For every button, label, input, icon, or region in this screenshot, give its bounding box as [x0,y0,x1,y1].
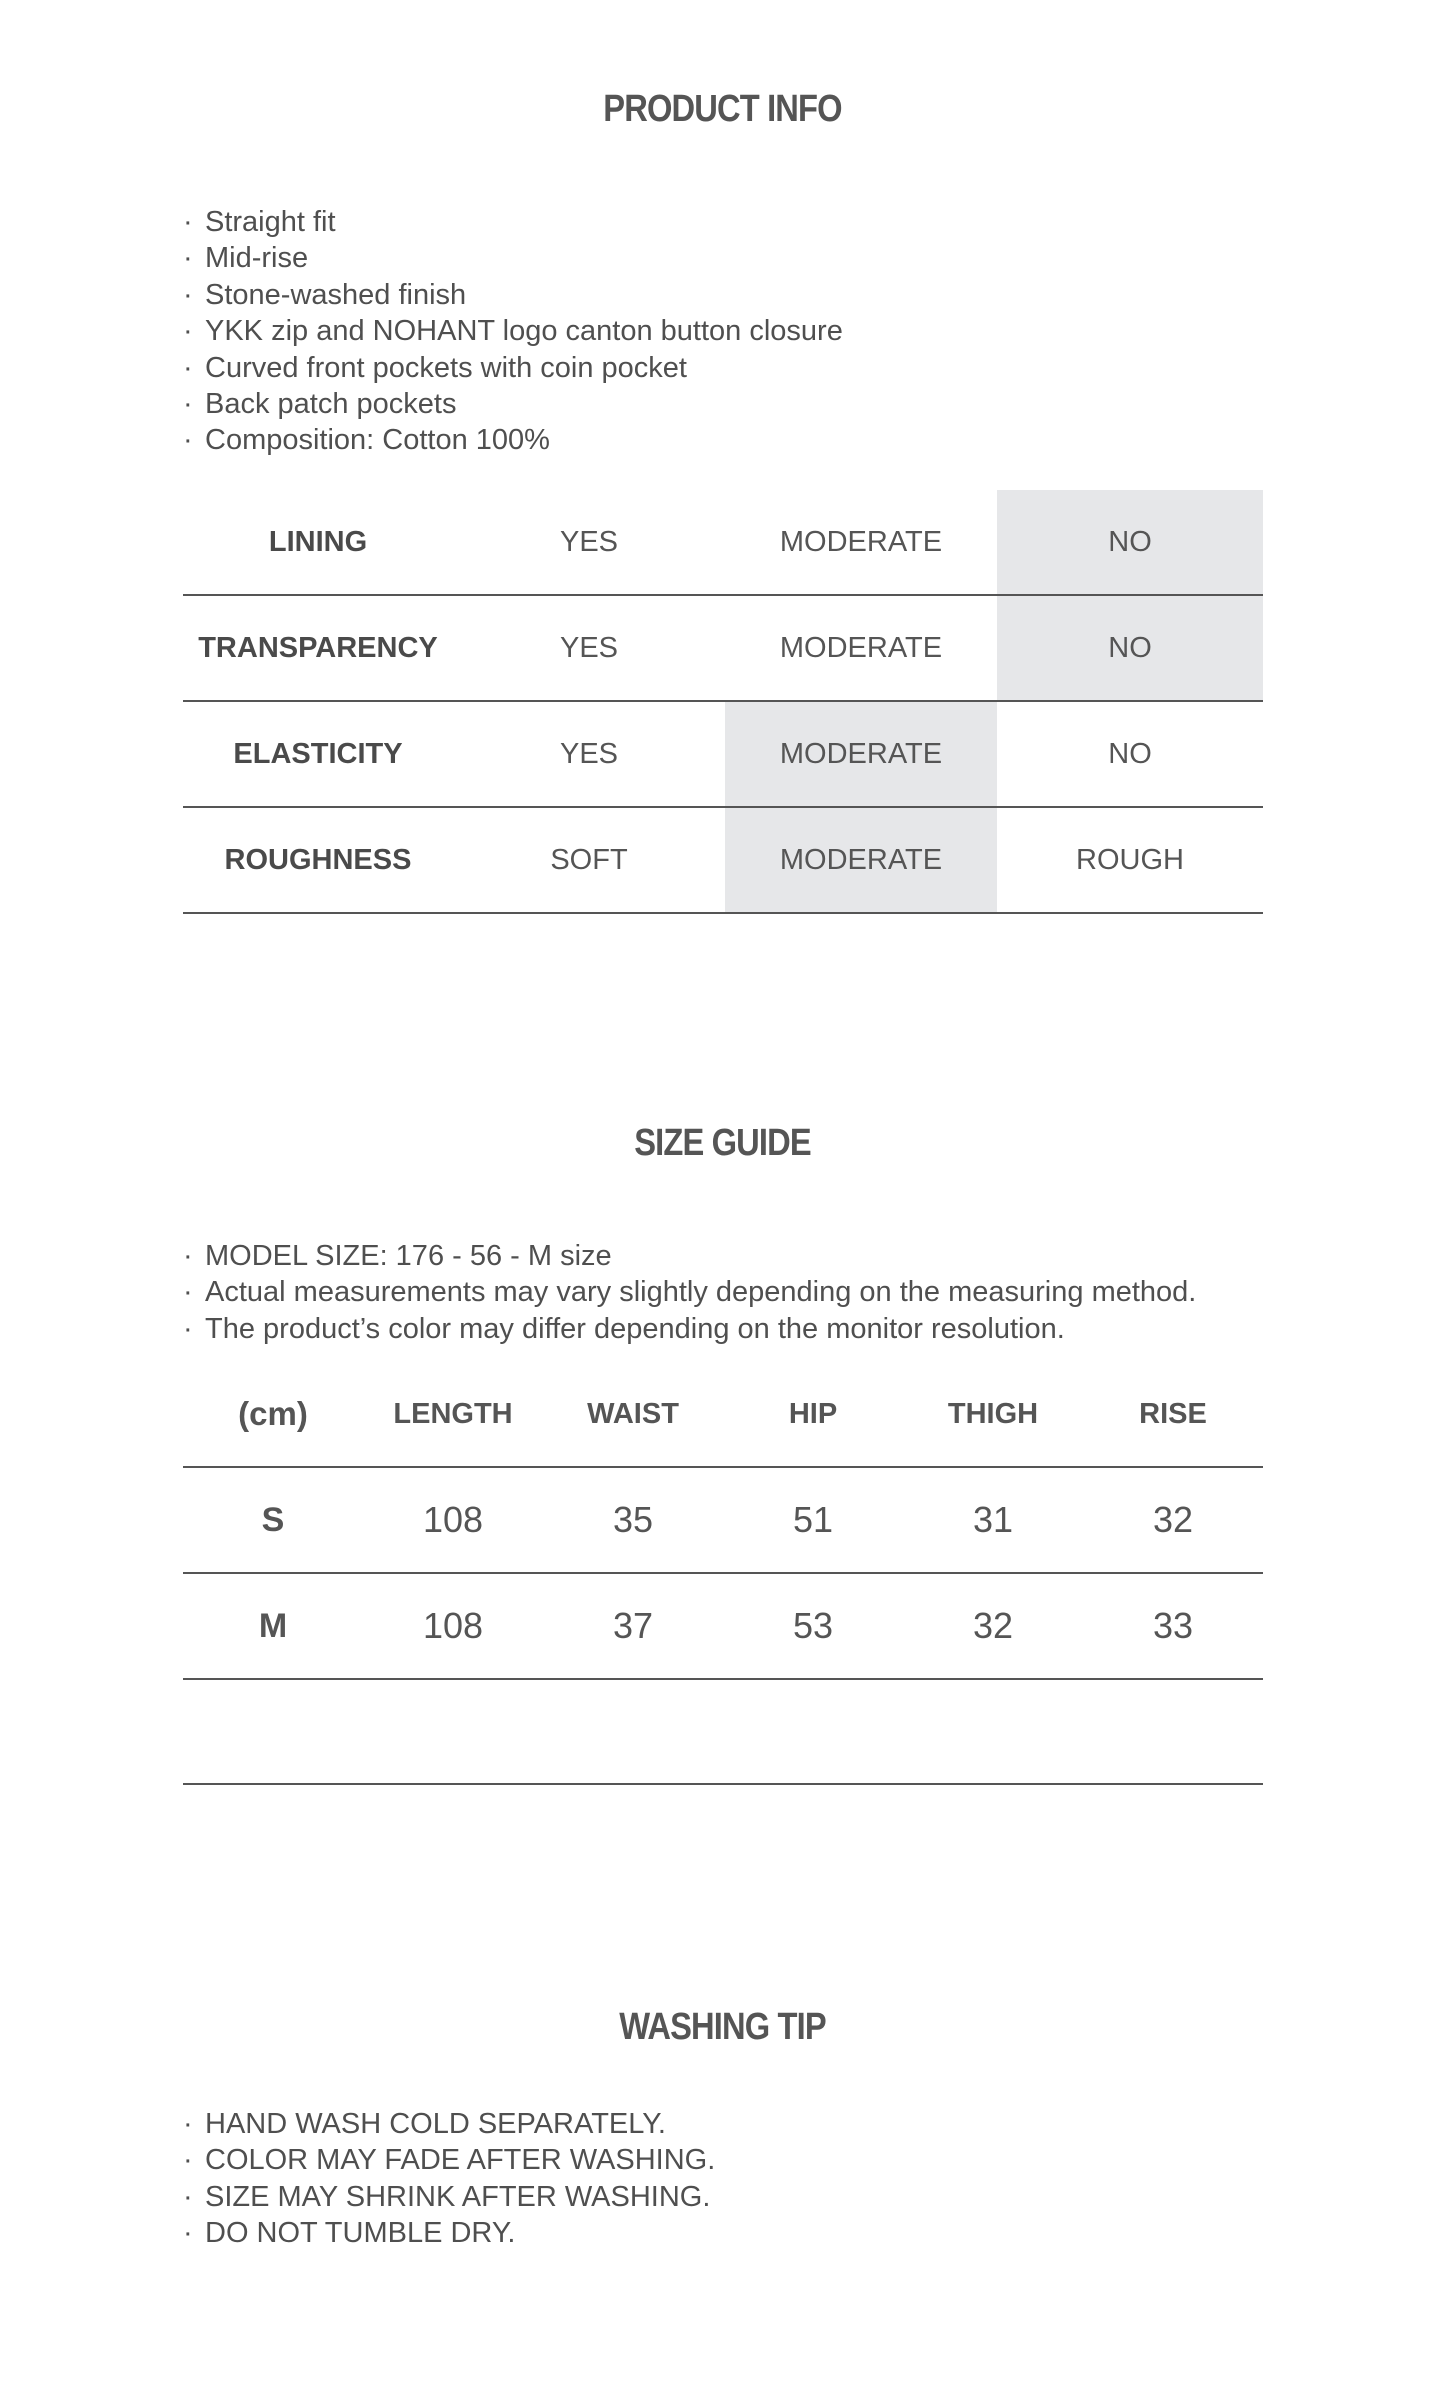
list-item: · YKK zip and NOHANT logo canton button closure [183,313,843,349]
list-item: · MODEL SIZE: 176 - 56 - M size [183,1238,1196,1274]
bullet-dot: · [183,2144,193,2177]
column-header-rise: RISE [1083,1362,1263,1467]
waist-cell: 35 [543,1467,723,1573]
list-item: · DO NOT TUMBLE DRY. [183,2215,715,2251]
product-info-list [183,204,843,459]
attribute-option: YES [453,701,725,807]
list-item: · Curved front pockets with coin pocket [183,350,843,386]
column-header-hip: HIP [723,1362,903,1467]
attribute-option: ROUGH [997,807,1263,913]
list-item: · COLOR MAY FADE AFTER WASHING. [183,2142,715,2178]
attribute-option-selected: NO [997,490,1263,595]
size-cell: S [183,1467,363,1573]
bullet-dot: · [183,388,193,421]
hip-cell: 51 [723,1467,903,1573]
attribute-row-lining [183,490,1263,595]
attribute-option: YES [453,490,725,595]
washing-tip-title: WASHING TIP [619,2006,826,2048]
bullet-dot: · [183,315,193,348]
table-row [183,1573,1263,1679]
attribute-label: LINING [183,490,453,595]
bullet-dot: · [183,2108,193,2140]
bullet-dot: · [183,278,193,311]
size-cell: M [183,1573,363,1679]
column-header-length: LENGTH [363,1362,543,1467]
list-item: · Actual measurements may vary slightly depending on the measuring method. [183,1274,1196,1310]
bullet-dot: · [183,206,193,238]
rise-cell: 32 [1083,1467,1263,1573]
attribute-option: YES [453,595,725,701]
attribute-label: ROUGHNESS [183,807,453,913]
list-item: · Stone-washed finish [183,277,843,313]
list-item: · HAND WASH COLD SEPARATELY. [183,2106,715,2142]
bullet-dot: · [183,351,193,384]
rise-cell: 33 [1083,1573,1263,1679]
length-cell: 108 [363,1573,543,1679]
list-item: · Back patch pockets [183,386,843,422]
hip-cell: 53 [723,1573,903,1679]
attributes-table [183,490,1263,914]
bullet-dot: · [183,2217,193,2250]
attribute-label: TRANSPARENCY [183,595,453,701]
attribute-option: SOFT [453,807,725,913]
attribute-option: MODERATE [725,490,997,595]
bullet-dot: · [183,2180,193,2213]
attribute-label: ELASTICITY [183,701,453,807]
attribute-option-selected: MODERATE [725,701,997,807]
thigh-cell: 31 [903,1467,1083,1573]
attribute-option: MODERATE [725,595,997,701]
attribute-option-selected: MODERATE [725,807,997,913]
attribute-option-selected: NO [997,595,1263,701]
bullet-dot: · [183,1312,193,1345]
length-cell: 108 [363,1467,543,1573]
list-item: · Straight fit [183,204,843,240]
attribute-row-roughness [183,807,1263,913]
attribute-row-transparency [183,595,1263,701]
size-guide-title: SIZE GUIDE [634,1122,811,1164]
bullet-dot: · [183,1240,193,1272]
table-row-empty [183,1679,1263,1784]
list-item: · The product’s color may differ depending on the monitor resolution. [183,1311,1196,1347]
table-row [183,1467,1263,1573]
list-item: · Composition: Cotton 100% [183,422,843,458]
list-item: · SIZE MAY SHRINK AFTER WASHING. [183,2179,715,2215]
bullet-dot: · [183,424,193,457]
product-info-title: PRODUCT INFO [603,88,842,130]
attribute-option: NO [997,701,1263,807]
bullet-dot: · [183,242,193,275]
column-header-unit: (cm) [183,1362,363,1467]
thigh-cell: 32 [903,1573,1083,1679]
list-item: · Mid-rise [183,240,843,276]
size-table [183,1362,1263,1785]
waist-cell: 37 [543,1573,723,1679]
size-guide-notes [183,1238,1196,1347]
column-header-waist: WAIST [543,1362,723,1467]
attribute-row-elasticity [183,701,1263,807]
size-table-header [183,1362,1263,1467]
bullet-dot: · [183,1276,193,1309]
washing-tip-list [183,2106,715,2252]
column-header-thigh: THIGH [903,1362,1083,1467]
